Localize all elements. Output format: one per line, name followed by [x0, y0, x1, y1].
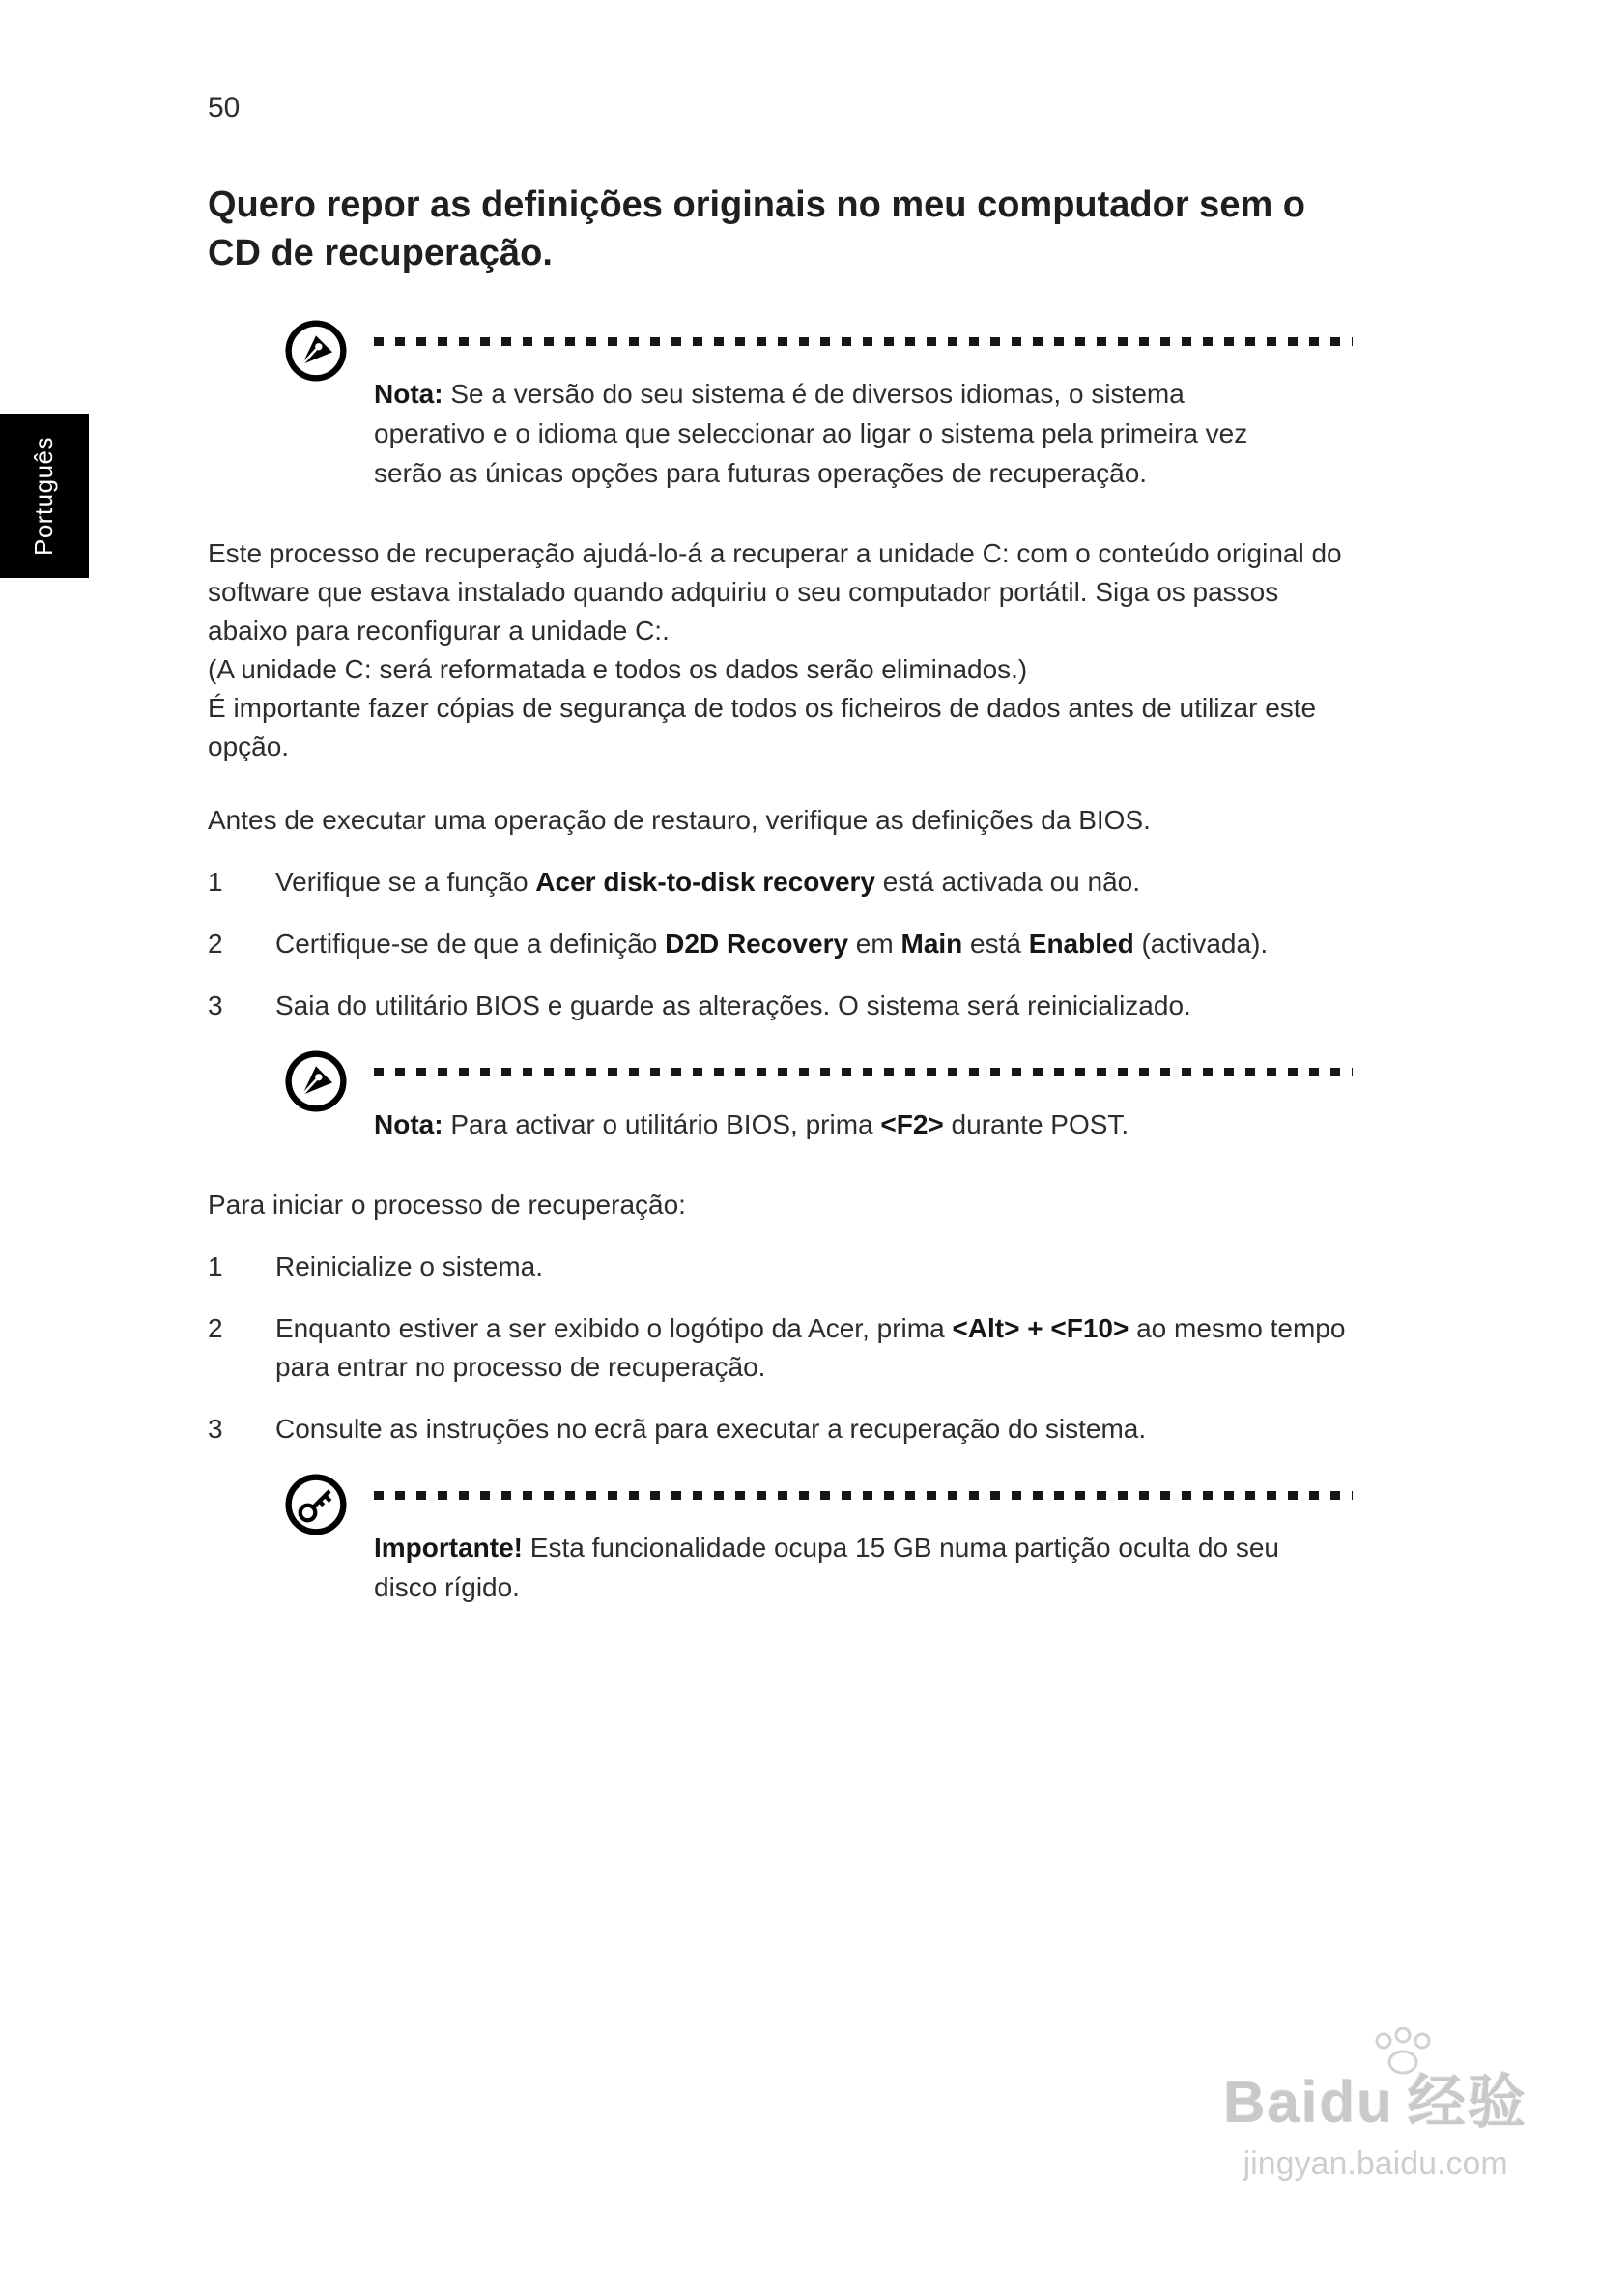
step-text: Consulte as instruções no ecrã para executar a recuperação do sistema.	[275, 1414, 1147, 1445]
list-item	[208, 1309, 1353, 1387]
list-item	[208, 1410, 1353, 1449]
step-number: 2	[208, 1313, 223, 1344]
note-block-2	[283, 1048, 1353, 1145]
page-content	[208, 92, 1353, 1649]
pen-nib-icon	[283, 1048, 349, 1114]
bios-steps-list	[208, 863, 1353, 1025]
step-number: 3	[208, 990, 223, 1021]
language-tab-portugues	[0, 414, 89, 578]
watermark-cn: 经验	[1408, 2070, 1528, 2135]
note-body	[374, 318, 1353, 494]
dashed-divider	[374, 1491, 1353, 1500]
recovery-intro-paragraph	[208, 534, 1353, 766]
dashed-divider	[374, 1068, 1353, 1076]
note-text: Nota: Se a versão do seu sistema é de diversos idiomas, o sistema operativo e o idioma que seleccionar ao ligar o sistema pela primeira vez serão as únicas opções para futuras operações de recuperação.	[374, 379, 1248, 489]
paragraph-line: É importante fazer cópias de segurança de todos os ficheiros de dados antes de utilizar este opção.	[208, 693, 1317, 762]
step-text: Verifique se a função Acer disk-to-disk recovery está activada ou não.	[275, 867, 1140, 898]
step-number: 3	[208, 1414, 223, 1445]
step-text: Reinicialize o sistema.	[275, 1251, 543, 1282]
watermark-brand: Baidu	[1223, 2070, 1394, 2135]
dashed-divider	[374, 337, 1353, 346]
pen-nib-icon	[283, 318, 349, 384]
note-body	[374, 1472, 1353, 1608]
step-number: 2	[208, 929, 223, 960]
recovery-steps-list	[208, 1248, 1353, 1449]
language-tab-label: Português	[29, 436, 59, 556]
important-text: Importante! Esta funcionalidade ocupa 15 GB numa partição oculta do seu disco rígido.	[374, 1533, 1279, 1603]
list-item	[208, 987, 1353, 1025]
page-title: Quero repor as definições originais no meu computador sem o CD de recuperação.	[208, 185, 1306, 274]
step-text: Saia do utilitário BIOS e guarde as alterações. O sistema será reinicializado.	[275, 990, 1191, 1021]
baidu-watermark	[1223, 2056, 1528, 2183]
list-item	[208, 925, 1353, 963]
page-number: 50	[208, 92, 241, 124]
bios-check-paragraph: Antes de executar uma operação de restauro, verifique as definições da BIOS.	[208, 805, 1151, 836]
list-item	[208, 1248, 1353, 1286]
watermark-url: jingyan.baidu.com	[1243, 2145, 1508, 2182]
note-text: Nota: Para activar o utilitário BIOS, prima <F2> durante POST.	[374, 1109, 1129, 1140]
paragraph-line: Este processo de recuperação ajudá-lo-á a recuperar a unidade C: com o conteúdo original do software que estava instalado quando adquiriu o seu computador portátil. Siga os passos abaixo para reconfigurar a unidade C:.	[208, 537, 1342, 646]
start-recovery-paragraph: Para iniciar o processo de recuperação:	[208, 1190, 686, 1220]
list-item	[208, 863, 1353, 902]
step-number: 1	[208, 867, 223, 898]
step-text: Certifique-se de que a definição D2D Recovery em Main está Enabled (activada).	[275, 929, 1269, 960]
step-number: 1	[208, 1251, 223, 1282]
step-text: Enquanto estiver a ser exibido o logótipo da Acer, prima <Alt> + <F10> ao mesmo tempo para entrar no processo de recuperação.	[275, 1313, 1346, 1383]
note-block-1	[283, 318, 1353, 494]
note-body	[374, 1048, 1353, 1145]
key-icon	[283, 1472, 349, 1537]
paw-icon	[1368, 2027, 1438, 2080]
paragraph-line: (A unidade C: será reformatada e todos os dados serão eliminados.)	[208, 654, 1028, 685]
important-block	[283, 1472, 1353, 1608]
